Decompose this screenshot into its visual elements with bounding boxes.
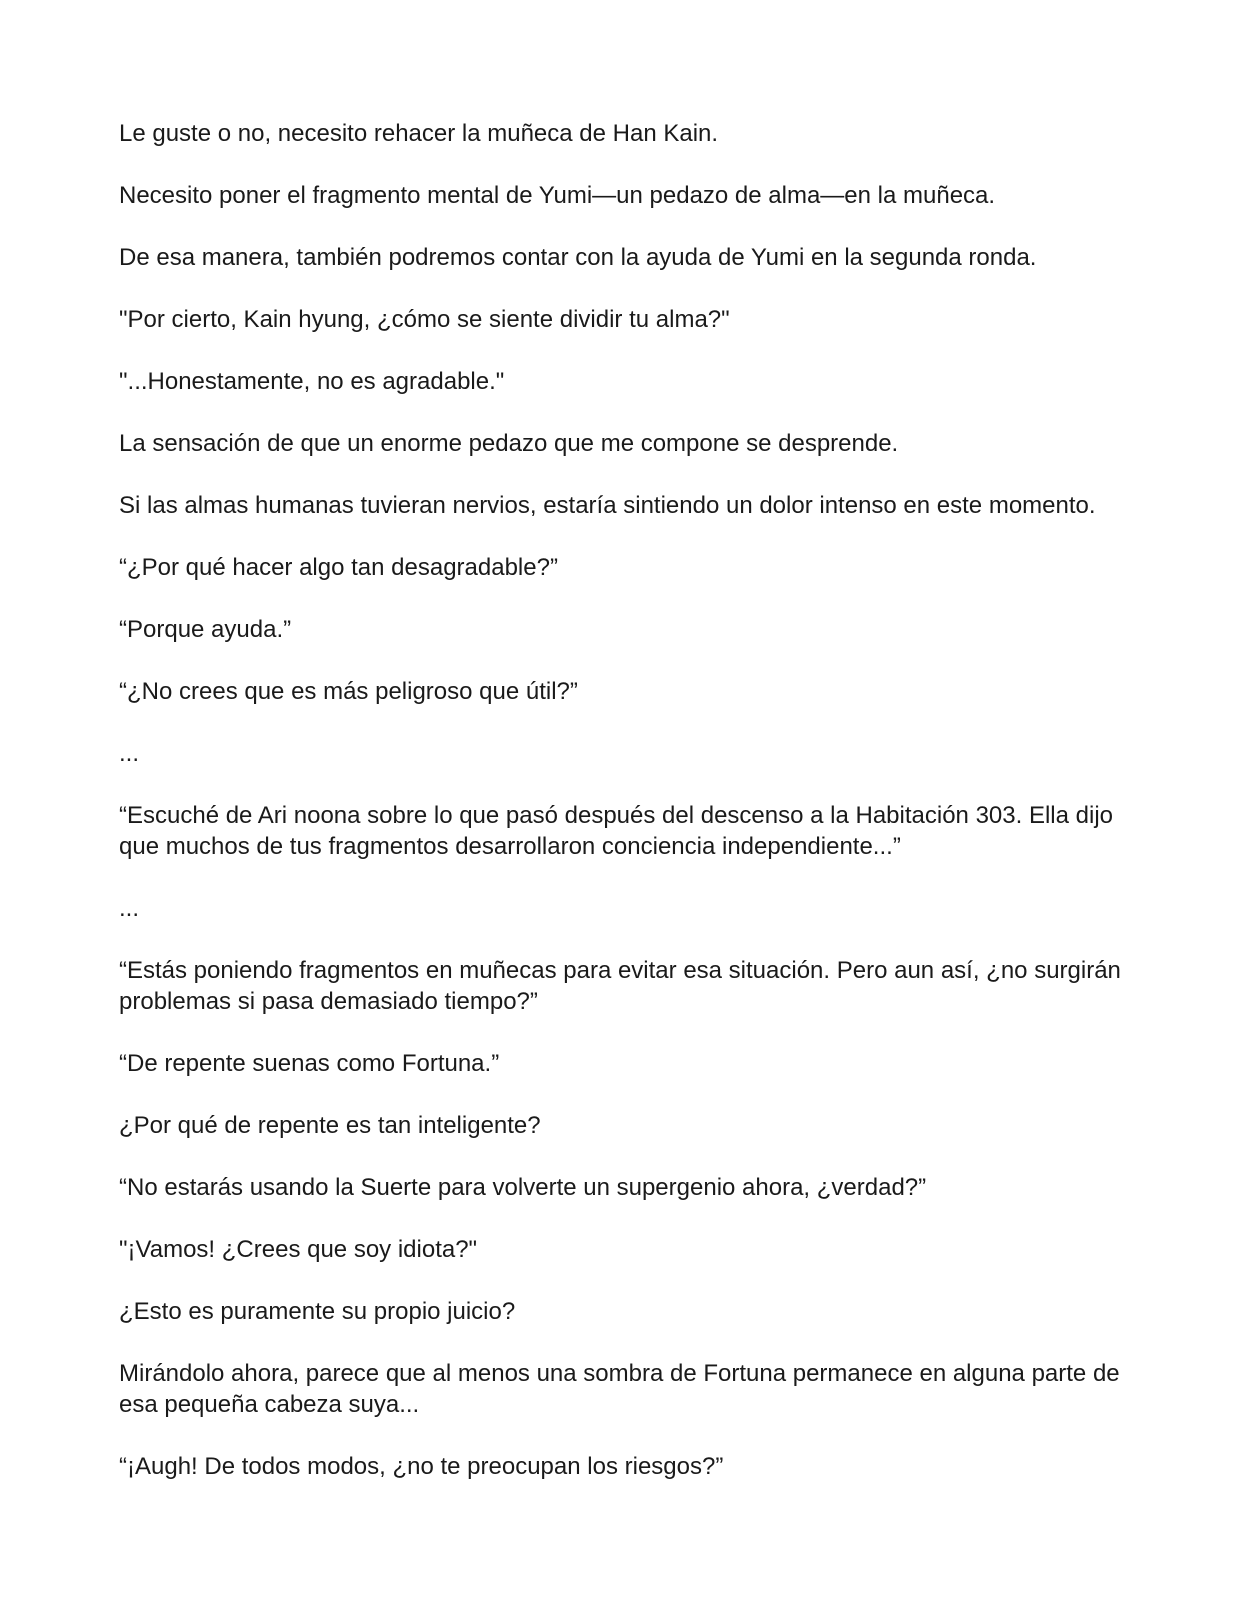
paragraph: Si las almas humanas tuvieran nervios, estaría sintiendo un dolor intenso en este momento.: [119, 492, 1096, 519]
paragraph: Necesito poner el fragmento mental de Yumi—un pedazo de alma—en la muñeca.: [119, 182, 996, 209]
paragraph: “Escuché de Ari noona sobre lo que pasó después del descenso a la Habitación 303. Ella dijo que muchos de tus fragmentos desarrollaron conciencia independiente...”: [119, 802, 1113, 860]
paragraph: “¡Augh! De todos modos, ¿no te preocupan los riesgos?”: [119, 1453, 724, 1480]
paragraph: “No estarás usando la Suerte para volverte un supergenio ahora, ¿verdad?”: [119, 1174, 927, 1201]
paragraph: “¿Por qué hacer algo tan desagradable?”: [119, 554, 558, 581]
paragraph: “Porque ayuda.”: [119, 616, 292, 643]
paragraph: "¡Vamos! ¿Crees que soy idiota?": [119, 1236, 478, 1263]
paragraph: “Estás poniendo fragmentos en muñecas para evitar esa situación. Pero aun así, ¿no surgirán problemas si pasa demasiado tiempo?”: [119, 957, 1121, 1015]
paragraph: ...: [119, 895, 140, 922]
paragraph: ...: [119, 740, 140, 767]
paragraph: De esa manera, también podremos contar con la ayuda de Yumi en la segunda ronda.: [119, 244, 1037, 271]
paragraph: “De repente suenas como Fortuna.”: [119, 1050, 500, 1077]
paragraph: ¿Por qué de repente es tan inteligente?: [119, 1112, 541, 1139]
paragraph: “¿No crees que es más peligroso que útil?”: [119, 678, 578, 705]
paragraph: "Por cierto, Kain hyung, ¿cómo se siente dividir tu alma?": [119, 306, 730, 333]
document-body: [119, 118, 1129, 1513]
paragraph: ¿Esto es puramente su propio juicio?: [119, 1298, 516, 1325]
paragraph: Mirándolo ahora, parece que al menos una sombra de Fortuna permanece en alguna parte de esa pequeña cabeza suya...: [119, 1360, 1120, 1418]
paragraph: La sensación de que un enorme pedazo que me compone se desprende.: [119, 430, 899, 457]
paragraph: Le guste o no, necesito rehacer la muñeca de Han Kain.: [119, 120, 719, 147]
paragraph: "...Honestamente, no es agradable.": [119, 368, 505, 395]
